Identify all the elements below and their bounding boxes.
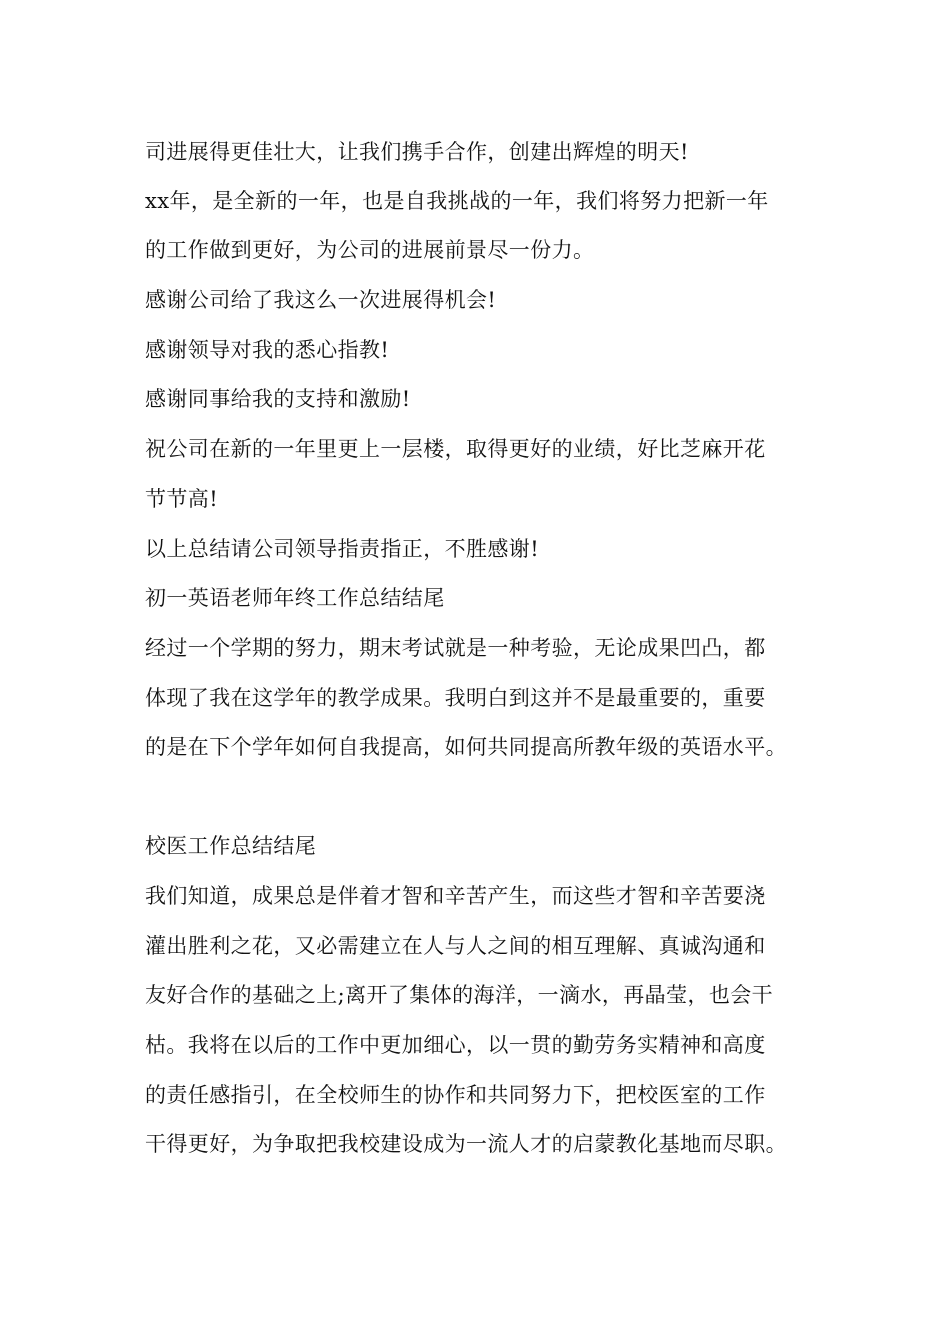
text-line: 司进展得更佳壮大，让我们携手合作，创建出辉煌的明天! bbox=[145, 140, 689, 164]
text-line: 我们知道，成果总是伴着才智和辛苦产生，而这些才智和辛苦要浇 bbox=[145, 884, 766, 908]
section-heading: 初一英语老师年终工作总结结尾 bbox=[145, 586, 445, 610]
text-line: xx年，是全新的一年，也是自我挑战的一年，我们将努力把新一年 bbox=[145, 189, 769, 213]
text-line: 感谢领导对我的悉心指教! bbox=[145, 338, 390, 362]
text-line: 干得更好，为争取把我校建设成为一流人才的启蒙教化基地而尽职。 bbox=[145, 1132, 787, 1156]
text-line: 节节高! bbox=[145, 487, 219, 511]
section-heading: 校医工作总结结尾 bbox=[145, 834, 317, 858]
text-line: 友好合作的基础之上;离开了集体的海洋，一滴水，再晶莹，也会干 bbox=[145, 983, 774, 1007]
text-line: 祝公司在新的一年里更上一层楼，取得更好的业绩，好比芝麻开花 bbox=[145, 437, 766, 461]
text-line: 枯。我将在以后的工作中更加细心，以一贯的勤劳务实精神和高度 bbox=[145, 1033, 766, 1057]
text-line: 经过一个学期的努力，期末考试就是一种考验，无论成果凹凸，都 bbox=[145, 636, 766, 660]
text-line: 的责任感指引，在全校师生的协作和共同努力下，把校医室的工作 bbox=[145, 1083, 766, 1107]
text-line: 的是在下个学年如何自我提高，如何共同提高所教年级的英语水平。 bbox=[145, 735, 787, 759]
text-line: 以上总结请公司领导指责指正，不胜感谢! bbox=[145, 537, 540, 561]
text-line: 感谢公司给了我这么一次进展得机会! bbox=[145, 288, 497, 312]
text-line: 的工作做到更好，为公司的进展前景尽一份力。 bbox=[145, 238, 595, 262]
text-line: 感谢同事给我的支持和激励! bbox=[145, 387, 411, 411]
text-line: 灌出胜利之花，又必需建立在人与人之间的相互理解、真诚沟通和 bbox=[145, 934, 766, 958]
text-line: 体现了我在这学年的教学成果。我明白到这并不是最重要的，重要 bbox=[145, 686, 766, 710]
